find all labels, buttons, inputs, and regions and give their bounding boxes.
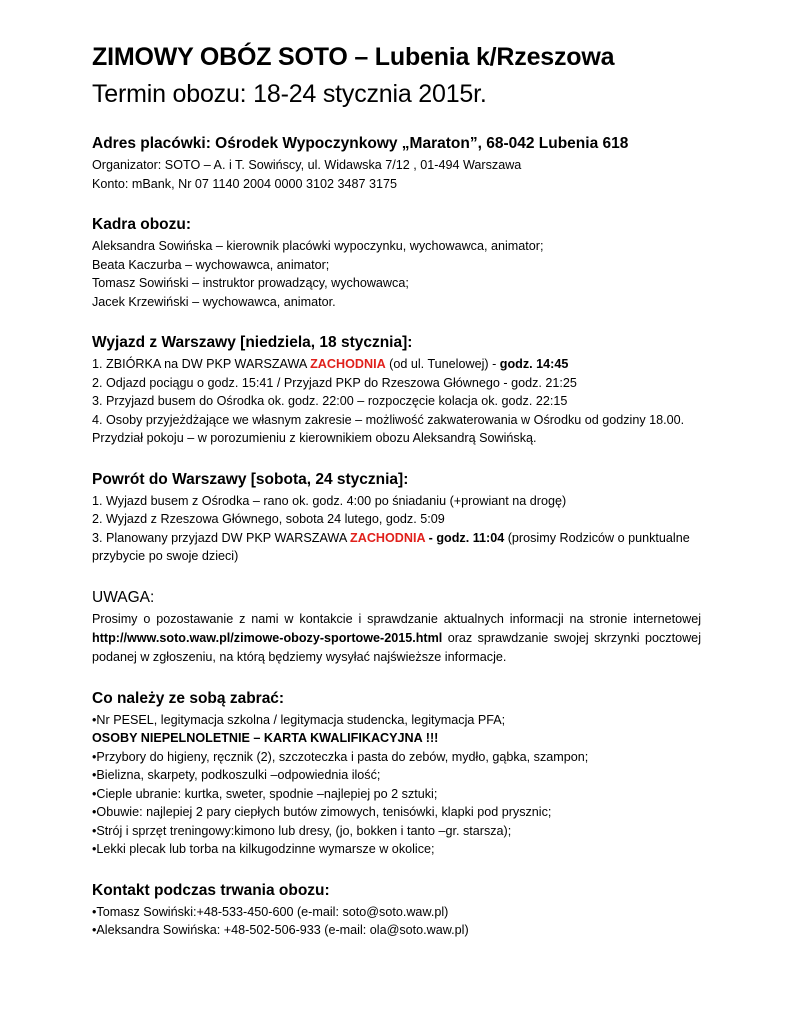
staff-member: Beata Kaczurba – wychowawca, animator; (92, 257, 330, 272)
contact-heading: Kontakt podczas trwania obozu: (92, 881, 330, 899)
minors-warning: OSOBY NIEPELNOLETNIE – KARTA KWALIFIKACYJNA !!! (92, 731, 439, 745)
address-heading: Adres placówki: Ośrodek Wypoczynkowy „Maraton”, 68-042 Lubenia 618 (92, 135, 629, 152)
return-step-3-note: (prosimy Rodziców o punktualne przybycie po swoje dzieci) (92, 530, 690, 563)
departure-step-3: 3. Przyjazd busem do Ośrodka ok. godz. 22:00 – rozpoczęcie kolacja ok. godz. 22:15 (92, 394, 568, 408)
return-section (92, 470, 701, 566)
departure-section (92, 333, 701, 448)
packing-item: •Bielizna, skarpety, podkoszulki –odpowiednia ilość; (92, 768, 381, 782)
staff-member: Tomasz Sowiński – instruktor prowadzący, wychowawca; (92, 276, 409, 290)
packing-item: •Cieple ubranie: kurtka, sweter, spodnie –najlepiej po 2 sztuki; (92, 786, 438, 801)
contact-section (92, 881, 701, 940)
packing-item: •Nr PESEL, legitymacja szkolna / legitymacja studencka, legitymacja PFA; (92, 712, 506, 727)
notice-heading: UWAGA: (92, 588, 155, 606)
packing-item: •Obuwie: najlepiej 2 pary ciepłych butów zimowych, tenisówki, klapki pod prysznic; (92, 805, 552, 819)
departure-meeting-time: godz. 14:45 (499, 357, 569, 371)
station-highlight: ZACHODNIA (350, 530, 426, 545)
camp-website-link[interactable]: http://www.soto.waw.pl/zimowe-obozy-sportowe-2015.html (92, 630, 443, 645)
camp-dates: Termin obozu: 18-24 stycznia 2015r. (92, 80, 487, 108)
notice-section (92, 588, 701, 667)
packing-item: •Lekki plecak lub torba na kilkugodzinne wymarsze w okolice; (92, 842, 435, 856)
staff-member: Jacek Krzewiński – wychowawca, animator. (92, 294, 336, 309)
staff-section (92, 215, 701, 311)
departure-step-1-note: (od ul. Tunelowej) - (385, 357, 500, 371)
packing-item: •Przybory do higieny, ręcznik (2), szczoteczka i pasta do zebów, mydło, gąbka, szampon; (92, 749, 589, 764)
document-title: ZIMOWY OBÓZ SOTO – Lubenia k/Rzeszowa (92, 43, 615, 71)
return-step-3-text: 3. Planowany przyjazd DW PKP WARSZAWA (92, 530, 351, 545)
packing-section (92, 689, 701, 859)
return-arrival-time: - godz. 11:04 (425, 530, 505, 545)
bank-account-line: Konto: mBank, Nr 07 1140 2004 0000 3102 3487 3175 (92, 176, 398, 191)
staff-heading: Kadra obozu: (92, 216, 192, 233)
return-step-3 (92, 529, 701, 566)
staff-member: Aleksandra Sowińska – kierownik placówki wypoczynku, wychowawca, animator; (92, 239, 544, 253)
return-heading: Powrót do Warszawy [sobota, 24 stycznia]: (92, 470, 409, 488)
departure-heading: Wyjazd z Warszawy [niedziela, 18 stycznia]: (92, 334, 413, 351)
notice-text-start: Prosimy o pozostawanie z nami w kontakcie i sprawdzanie aktualnych informacji na stronie internetowej (92, 611, 701, 626)
station-highlight: ZACHODNIA (310, 357, 386, 371)
contact-item: •Aleksandra Sowińska: +48-502-506-933 (e-mail: ola@soto.waw.pl) (92, 923, 469, 937)
organizer-line: Organizator: SOTO – A. i T. Sowińscy, ul. Widawska 7/12 , 01-494 Warszawa (92, 158, 522, 172)
departure-step-2: 2. Odjazd pociągu o godz. 15:41 / Przyjazd PKP do Rzeszowa Głównego - godz. 21:25 (92, 375, 577, 390)
packing-heading: Co należy ze sobą zabrać: (92, 689, 285, 707)
departure-step-4: 4. Osoby przyjeżdżające we własnym zakresie – możliwość zakwaterowania w Ośrodku od godziny 18.00. Przydział pokoju – w porozumieniu z kierownikiem obozu Aleksandrą Sowińską. (92, 412, 685, 445)
return-step-1: 1. Wyjazd busem z Ośrodka – rano ok. godz. 4:00 po śniadaniu (+prowiant na drogę) (92, 493, 567, 508)
notice-text-end: oraz sprawdzanie swojej skrzynki pocztowej podanej w zgłoszeniu, na którą będziemy wysyłać najświeższe informacje. (92, 630, 701, 664)
address-section (92, 134, 701, 193)
departure-step-1 (92, 355, 701, 374)
notice-text (92, 610, 701, 667)
packing-item: •Strój i sprzęt treningowy:kimono lub dresy, (jo, bokken i tanto –gr. starsza); (92, 823, 512, 838)
contact-item: •Tomasz Sowiński:+48-533-450-600 (e-mail: soto@soto.waw.pl) (92, 904, 449, 919)
departure-step-1-text: 1. ZBIÓRKA na DW PKP WARSZAWA (92, 357, 311, 371)
return-step-2: 2. Wyjazd z Rzeszowa Głównego, sobota 24 lutego, godz. 5:09 (92, 512, 445, 526)
